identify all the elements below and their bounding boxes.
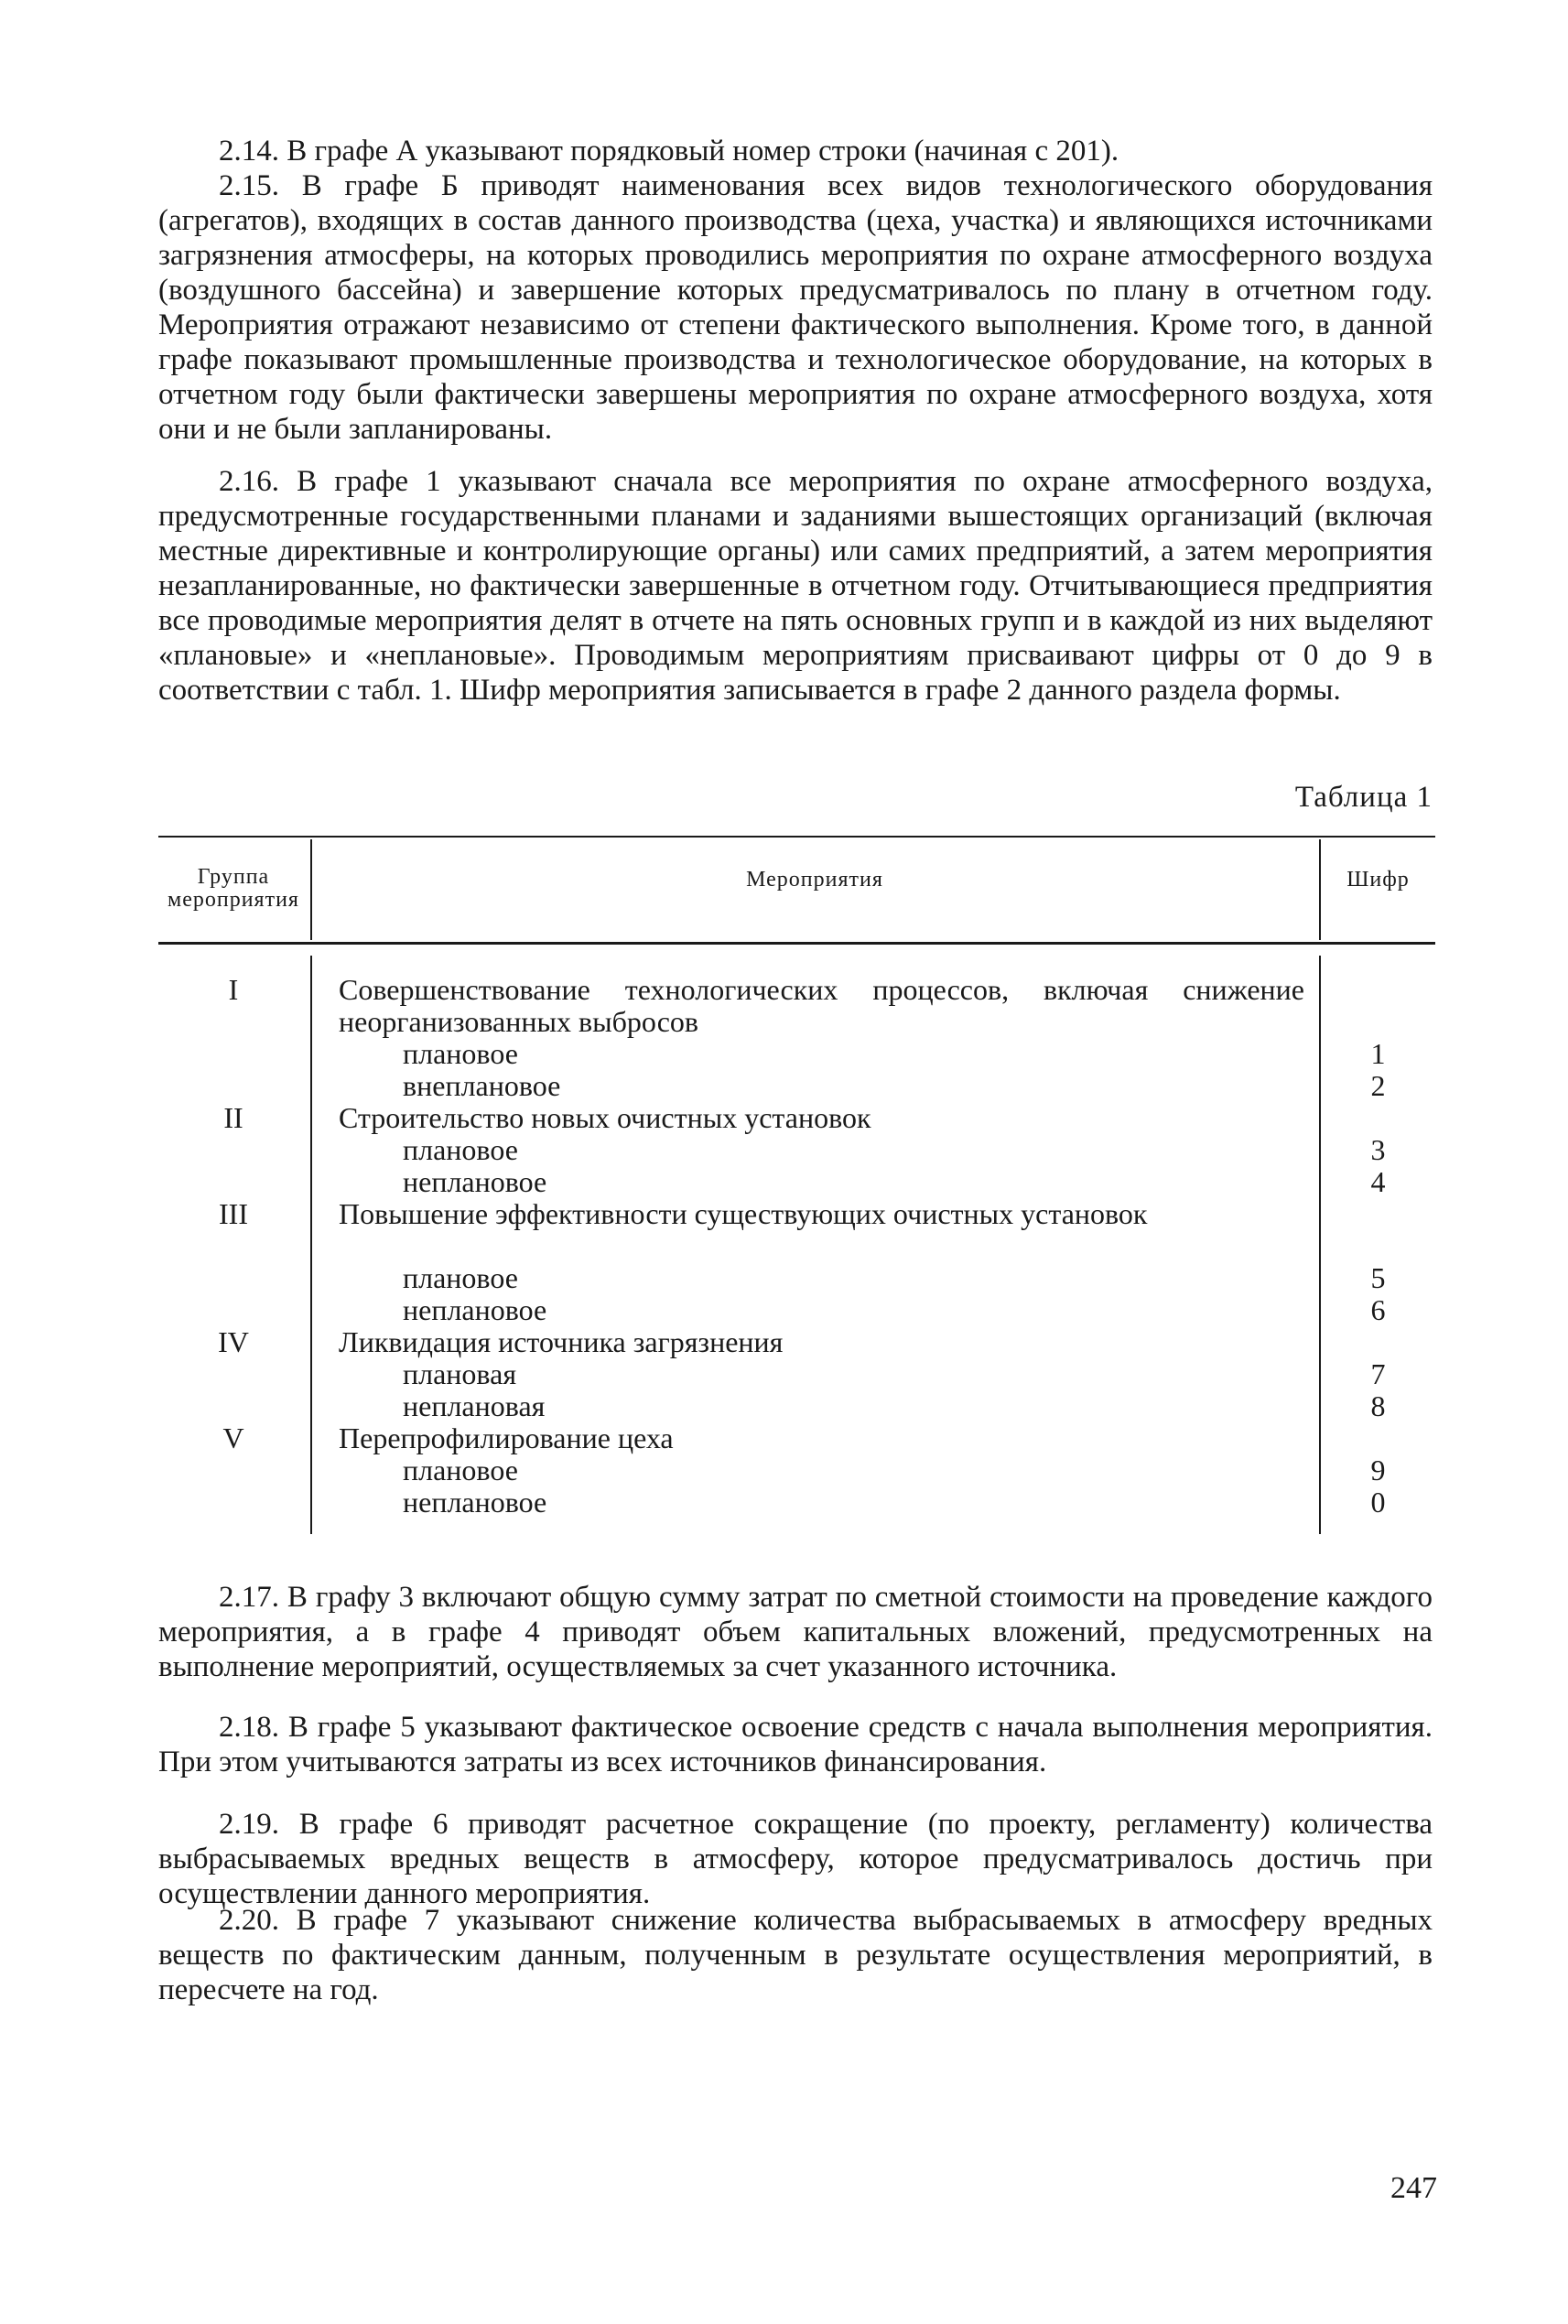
header-group: Группа мероприятия bbox=[168, 865, 299, 912]
table-top-rule bbox=[158, 836, 1435, 838]
measure-type: внеплановое bbox=[403, 1069, 561, 1102]
table-row bbox=[0, 974, 1568, 1038]
measure-title: Ликвидация источника загрязнения bbox=[339, 1325, 784, 1358]
measure-type: плановая bbox=[403, 1357, 517, 1390]
measure-code: 1 bbox=[1370, 1037, 1386, 1070]
measure-title: Повышение эффективности существующих очистных установок bbox=[339, 1197, 1148, 1230]
measure-code: 9 bbox=[1370, 1454, 1386, 1486]
measure-code: 5 bbox=[1370, 1261, 1386, 1294]
paragraph-2-14: 2.14. В графе А указывают порядковый номер строки (начиная с 201). bbox=[219, 135, 1119, 168]
table-header-rule bbox=[158, 942, 1435, 945]
table-row bbox=[0, 1262, 1568, 1294]
measure-type: плановое bbox=[403, 1133, 518, 1166]
page-number: 247 bbox=[1390, 2171, 1437, 2205]
header-code: Шифр bbox=[1346, 868, 1410, 892]
measure-title: Совершенствование технологических процессов, включая снижение неорганизованных выбросов bbox=[339, 973, 1304, 1038]
table-row bbox=[0, 1166, 1568, 1198]
table-caption: Таблица 1 bbox=[1294, 781, 1433, 814]
table-body bbox=[0, 974, 1568, 1519]
measure-code: 6 bbox=[1370, 1293, 1386, 1326]
table-row bbox=[0, 1326, 1568, 1358]
table-row bbox=[0, 1486, 1568, 1519]
table-row bbox=[0, 1358, 1568, 1390]
measure-code: 3 bbox=[1370, 1133, 1386, 1166]
measure-type: плановое bbox=[403, 1037, 518, 1070]
measure-code: 4 bbox=[1370, 1165, 1386, 1198]
table-row bbox=[0, 1134, 1568, 1166]
paragraph-2-20: 2.20. В графе 7 указывают снижение количества выбрасываемых в атмосферу вредных веществ по фактическим данным, полученным в результате осуществления мероприятий, в пересчете на год. bbox=[158, 1904, 1433, 2006]
table-row bbox=[0, 1454, 1568, 1486]
measure-type: плановое bbox=[403, 1454, 518, 1486]
group-number: IV bbox=[218, 1325, 249, 1358]
header-measures: Мероприятия bbox=[746, 868, 883, 892]
measure-type: неплановое bbox=[403, 1165, 547, 1198]
measure-code: 8 bbox=[1370, 1389, 1386, 1422]
measure-code: 2 bbox=[1370, 1069, 1386, 1102]
group-number: III bbox=[219, 1197, 248, 1230]
paragraph-2-19: 2.19. В графе 6 приводят расчетное сокращение (по проекту, регламенту) количества выбрасываемых вредных веществ в атмосферу, которое предусматривалось достичь при осуществлении данного мероприятия. bbox=[158, 1808, 1433, 1910]
group-number: V bbox=[222, 1421, 244, 1454]
measure-code: 0 bbox=[1370, 1486, 1386, 1519]
group-number: II bbox=[223, 1101, 243, 1134]
table-row bbox=[0, 1070, 1568, 1102]
table-row bbox=[0, 1390, 1568, 1422]
table-row bbox=[0, 1198, 1568, 1262]
paragraph-2-16: 2.16. В графе 1 указывают сначала все мероприятия по охране атмосферного воздуха, предусмотренные государственными планами и заданиями вышестоящих организаций (включая местные директивные и контролирующие органы) или самих предприятий, а затем мероприятия незапланированные, но фактически завершенные в отчетном году. Отчитывающиеся предприятия все проводимые мероприятия делят в отчете на пять основных групп и в каждой из них выделяют «плановые» и «неплановые». Проводимым мероприятиям присваивают цифры от 0 до 9 в соответствии с табл. 1. Шифр мероприятия записывается в графе 2 данного раздела формы. bbox=[158, 465, 1433, 707]
table-row bbox=[0, 1294, 1568, 1326]
measure-type: плановое bbox=[403, 1261, 518, 1294]
paragraph-2-17: 2.17. В графу 3 включают общую сумму затрат по сметной стоимости на проведение каждого мероприятия, а в графе 4 приводят объем капитальных вложений, предусмотренных на выполнение мероприятий, осуществляемых за счет указанного источника. bbox=[158, 1581, 1433, 1683]
measure-type: неплановое bbox=[403, 1293, 547, 1326]
paragraph-2-18: 2.18. В графе 5 указывают фактическое освоение средств с начала выполнения мероприятия. При этом учитываются затраты из всех источников финансирования. bbox=[158, 1711, 1433, 1778]
group-number: I bbox=[228, 973, 239, 1006]
measure-code: 7 bbox=[1370, 1357, 1386, 1390]
measure-title: Строительство новых очистных установок bbox=[339, 1101, 871, 1134]
table-row bbox=[0, 1038, 1568, 1070]
table-row bbox=[0, 1102, 1568, 1134]
measure-type: неплановая bbox=[403, 1389, 546, 1422]
measure-title: Перепрофилирование цеха bbox=[339, 1421, 674, 1454]
measure-type: неплановое bbox=[403, 1486, 547, 1519]
paragraph-2-15: 2.15. В графе Б приводят наименования всех видов технологического оборудования (агрегатов), входящих в состав данного производства (цеха, участка) и являющихся источниками загрязнения атмосферы, на которых проводились мероприятия по охране атмосферного воздуха (воздушного бассейна) и завершение которых предусматривалось по плану в отчетном году. Мероприятия отражают независимо от степени фактического выполнения. Кроме того, в данной графе показывают промышленные производства и технологическое оборудование, на которых в отчетном году были фактически завершены мероприятия по охране атмосферного воздуха, хотя они и не были запланированы. bbox=[158, 169, 1433, 446]
table-row bbox=[0, 1422, 1568, 1454]
